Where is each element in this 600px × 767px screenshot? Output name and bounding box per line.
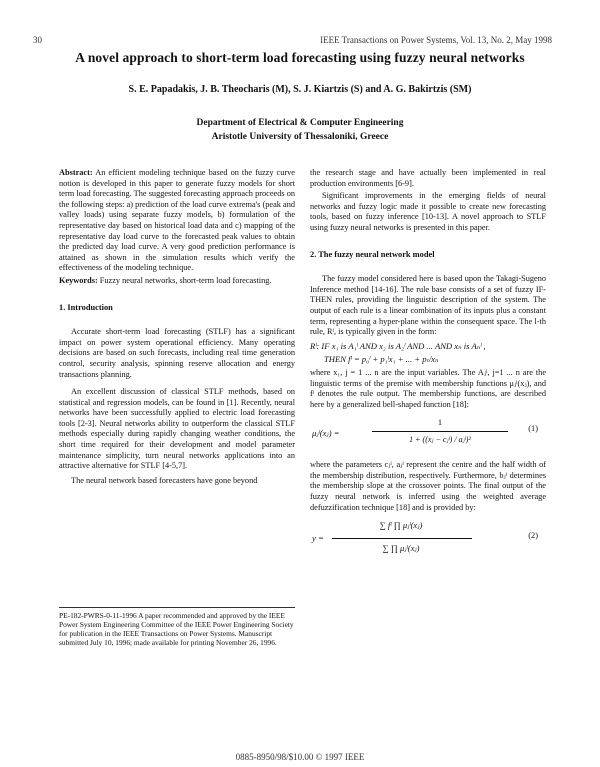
section-heading-fuzzy-model: 2. The fuzzy neural network model (310, 249, 435, 259)
where-paragraph: where x₁, j = 1 ... n are the input variables. The Aⱼˡ, j=1 ... n are the linguistic terms of the premise with membership functions μⱼˡ(xⱼ), and fˡ denotes the rule output. The membership functions, are described here by a generalized bell-shaped function [18]: (310, 367, 546, 409)
intro-paragraph-2: An excellent discussion of classical STLF methods, based on statistical and regression models, can be found in [1]. Recently, neural networks have been successfully applied to electric load forecasting tools [2-3]. Neural networks ability to outperform the classical STLF methods especially during rapidly changing weather conditions, the short time required for their development and model parameter maintenance simplicity, turn neural networks applications into an attractive alternative for STLF [4-5,7]. (59, 387, 295, 471)
parameters-paragraph: where the parameters cⱼˡ, aⱼˡ represent the centre and the half width of the membership distribution, respectively. Furthermore, bⱼˡ determines the membership slope at the crossover points. The final output of the fuzzy neural network is inferred using the weighted average defuzzification technique [18] and is provided by: (310, 460, 546, 512)
abstract-text: An efficient modeling technique based on the fuzzy curve notion is developed in this paper to generate fuzzy models for short term load forecasting. The suggested forecasting approach proceeds on the following steps: a) prediction of the load curve extrema's (peak and valley loads) using separate fuzzy models, b) formulation of the representative day based on historical load data and c) mapping of the representative day load curve to the forecasted peak values to obtain the predicted day load curve. A very good prediction performance is attained as shown in the simulation results which verify the effectiveness of the modeling technique. (59, 168, 295, 273)
keywords-text: Fuzzy neural networks, short-term load forecasting. (99, 275, 272, 285)
equation-1-numerator: 1 (437, 418, 443, 428)
rule-then-clause: THEN fˡ = p₀ˡ + p₁ˡx₁ + ... + pₙˡxₙ (324, 354, 439, 365)
intro-paragraph-1: Accurate short-term load forecasting (STLF) has a significant impact on power system operational efficiency. Many operating decisions are based on such forecasts, including real time generation control, security analysis, spinning reserve allocation and energy transactions planning. (59, 327, 295, 379)
equation-2-lhs: y = (312, 533, 324, 544)
right-paragraph-2: Significant improvements in the emerging fields of neural networks and fuzzy logic made it possible to create new forecasting tools, based on fuzzy inference [10-13]. A novel approach to STLF using fuzzy neural networks is presented in this paper. (310, 191, 546, 232)
journal-header: IEEE Transactions on Power Systems, Vol. 13, No. 2, May 1998 (320, 35, 552, 45)
equation-1-number: (1) (528, 424, 538, 434)
equation-1-fraction-bar (372, 431, 508, 432)
intro-paragraph-3: The neural network based forecasters have gone beyond (71, 475, 258, 485)
footnote: PE-182-PWRS-0-11-1996 A paper recommended and approved by the IEEE Power System Engineering Committee of the IEEE Power Engineering Society for publication in the IEEE Transactions on Power Systems. Manuscript submitted July 10, 1996; made available for printing November 26, 1996. (59, 611, 294, 647)
equation-1-lhs: μⱼˡ(xⱼ) = (312, 428, 340, 439)
equation-1-denominator: 1 + ((xⱼ − cⱼˡ) / aⱼˡ)² (409, 435, 471, 445)
equation-2-denominator: ∑ ∏ μⱼˡ(xⱼ) (382, 543, 420, 554)
abstract-label: Abstract: (59, 168, 93, 177)
keywords-label: Keywords: (59, 275, 98, 285)
equation-2-numerator: ∑ fˡ ∏ μⱼˡ(xⱼ) (379, 520, 423, 531)
copyright-footer: 0885-8950/98/$10.00 © 1997 IEEE (235, 752, 365, 762)
equation-1 (310, 416, 546, 456)
affiliation-dept: Department of Electrical & Computer Engineering (196, 118, 404, 128)
right-continuation: the research stage and have actually been implemented in real production environments [6-9]. (310, 168, 546, 188)
rule-if-clause: Rˡ: IF x₁ is A₁ˡ AND x₂ is A₂ˡ AND ... AND xₙ is Aₙˡ , (310, 340, 486, 351)
fuzzy-model-paragraph: The fuzzy model considered here is based upon the Takagi-Sugeno Inference method [14-16]. The rule base consists of a set of fuzzy IF-THEN rules, providing the linguistic description of the system. The output of each rule is a linear combination of its inputs plus a constant term, representing a hyper-plane within the consequent space. The l-th rule, Rˡ, is typically given in the form: (310, 274, 546, 337)
page-number: 30 (33, 35, 42, 45)
right-column (310, 168, 546, 563)
left-column (59, 168, 295, 486)
paper-title: A novel approach to short-term load forecasting using fuzzy neural networks (75, 50, 525, 65)
equation-2-number: (2) (528, 531, 538, 541)
section-heading-introduction: 1. Introduction (59, 302, 113, 312)
equation-2-fraction-bar (332, 538, 472, 539)
affiliation-university: Aristotle University of Thessaloniki, Greece (211, 132, 389, 142)
abstract (59, 168, 295, 274)
paper-authors: S. E. Papadakis, J. B. Theocharis (M), S. J. Kiartzis (S) and A. G. Bakirtzis (SM) (128, 84, 472, 95)
equation-2 (310, 517, 546, 563)
keywords (59, 276, 295, 287)
footnote-divider (59, 607, 295, 608)
